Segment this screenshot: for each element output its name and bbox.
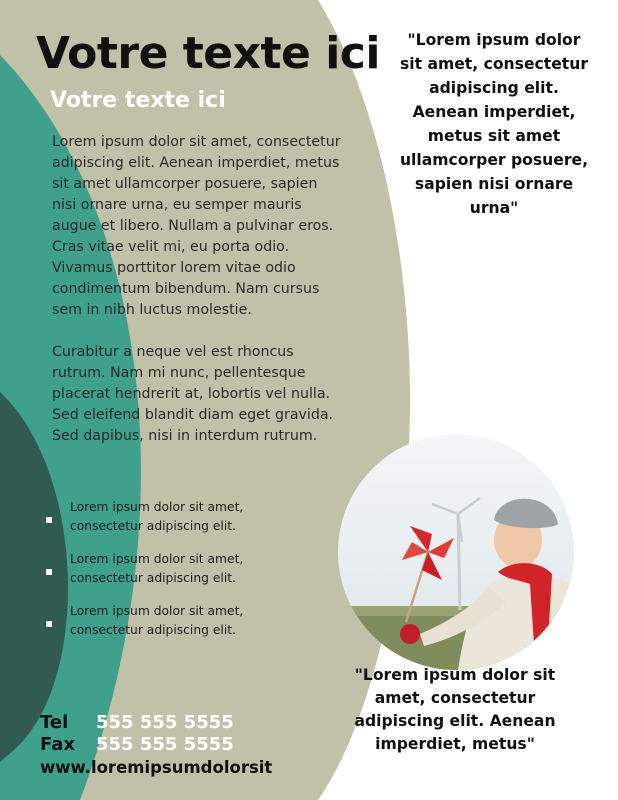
fax-row <box>40 734 272 756</box>
fax-label: Fax <box>40 734 75 755</box>
circular-photo <box>338 434 574 670</box>
bullet-item <box>44 602 294 640</box>
tel-row <box>40 712 272 734</box>
tel-label: Tel <box>40 712 69 733</box>
bullet-list <box>44 498 294 654</box>
bullet-text: Lorem ipsum dolor sit amet, consectetur adipiscing elit. <box>70 500 244 533</box>
subtitle: Votre texte ici <box>50 88 226 113</box>
bullet-icon <box>46 517 52 523</box>
main-title: Votre texte ici <box>36 28 380 79</box>
body-text <box>52 132 344 468</box>
contact-block <box>40 712 272 780</box>
body-paragraph-1: Lorem ipsum dolor sit amet, consectetur adipiscing elit. Aenean imperdiet, metus sit amet ullamcorper posuere, sapien nisi ornare urna, eu semper mauris augue et libero. Nullam a pulvinar eros. Cras vitae velit mi, eu porta odio. Vivamus porttitor lorem vitae odio condimentum bibendum. Nam cursus sem in nibh luctus molestie. <box>52 134 341 318</box>
quote-bottom: "Lorem ipsum dolor sit amet, consectetur adipiscing elit. Aenean imperdiet, metus" <box>354 666 556 753</box>
fax-number: 555 555 5555 <box>96 734 234 755</box>
bullet-icon <box>46 569 52 575</box>
bullet-item <box>44 498 294 536</box>
tel-number[interactable]: 555 555 5555 <box>96 712 234 733</box>
bullet-icon <box>46 621 52 627</box>
website-link[interactable]: www.loremipsumdolorsit <box>40 758 273 777</box>
bullet-item <box>44 550 294 588</box>
bullet-text: Lorem ipsum dolor sit amet, consectetur adipiscing elit. <box>70 604 244 637</box>
body-paragraph-2: Curabitur a neque vel est rhoncus rutrum. Nam mi nunc, pellentesque placerat hendrerit at, lobortis vel nulla. Sed eleifend blandit diam eget gravida. Sed dapibus, nisi in interdum rutrum. <box>52 344 334 444</box>
bullet-text: Lorem ipsum dolor sit amet, consectetur adipiscing elit. <box>70 552 244 585</box>
quote-top: "Lorem ipsum dolor sit amet, consectetur adipiscing elit. Aenean imperdiet, metus sit amet ullamcorper posuere, sapien nisi ornare urna" <box>399 31 589 217</box>
